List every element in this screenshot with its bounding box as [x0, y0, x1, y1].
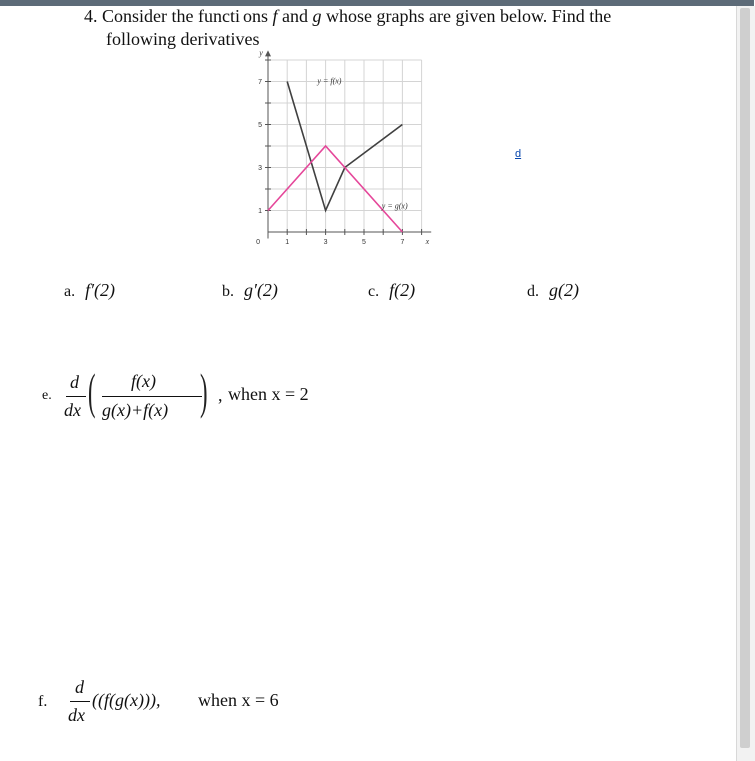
x-axis-label: x — [425, 237, 430, 246]
link-d[interactable]: d — [515, 148, 522, 160]
question-number: 4. — [84, 6, 98, 26]
part-e-rparen: ) — [200, 363, 208, 419]
part-e-dx: dx — [64, 400, 81, 420]
y-tick-label: 5 — [258, 122, 262, 129]
origin-label: 0 — [256, 239, 260, 246]
scrollbar-thumb[interactable] — [740, 8, 750, 748]
part-c-expr: f(2) — [389, 280, 416, 300]
part-f-label: f. — [38, 693, 48, 710]
part-d-label: d. — [527, 283, 539, 300]
part-a-expr: f′(2) — [85, 280, 116, 300]
part-e-d: d — [70, 372, 79, 392]
part-e-denominator: g(x)+f(x) — [102, 400, 169, 420]
x-tick-label: 1 — [285, 239, 290, 246]
part-a-label: a. — [64, 283, 76, 300]
y-tick-label: 7 — [258, 79, 262, 86]
part-c-label: c. — [368, 283, 380, 300]
question-and: and — [282, 6, 309, 26]
graph-figure — [238, 48, 538, 254]
series-label-f: y = f(x) — [317, 76, 342, 86]
part-f-when: when x = 6 — [198, 690, 279, 710]
part-d-expr: g(2) — [549, 280, 579, 300]
part-f-dbar — [70, 701, 90, 702]
part-e-when: when x = 2 — [228, 384, 309, 404]
part-e-comma: , — [218, 385, 223, 405]
part-b-expr: g′(2) — [244, 280, 278, 300]
part-f-dx: dx — [68, 705, 85, 725]
part-d — [527, 280, 579, 301]
part-e-fracbar — [102, 396, 202, 397]
part-e-numerator: f(x) — [131, 371, 156, 391]
vertical-scrollbar[interactable] — [736, 6, 755, 761]
question-line-1 — [84, 6, 611, 27]
question-text-pre: Consider the functi — [102, 6, 240, 26]
question-g: g — [312, 6, 322, 26]
part-e-dbar — [66, 396, 86, 397]
graph-labels — [256, 48, 429, 246]
part-e-label: e. — [42, 388, 52, 403]
y-tick-label: 1 — [258, 208, 262, 215]
part-b-label: b. — [222, 283, 234, 300]
part-f-expr: ((f(g(x))), — [92, 690, 161, 710]
x-tick-label: 3 — [323, 239, 328, 246]
question-f: f — [272, 6, 278, 26]
part-f-d: d — [75, 677, 84, 697]
y-tick-label: 3 — [258, 165, 262, 172]
series-label-g: y = g(x) — [381, 201, 408, 211]
part-a — [64, 280, 115, 301]
question-text-post: whose graphs are given below. Find the — [326, 6, 612, 26]
part-c — [368, 280, 415, 301]
x-tick-label: 5 — [362, 239, 366, 246]
y-axis-label: y — [259, 48, 263, 58]
question-text-ons: ons — [242, 6, 268, 26]
x-tick-label: 7 — [400, 239, 405, 246]
y-axis-arrow — [265, 50, 271, 56]
part-e-lparen: ( — [88, 363, 96, 419]
part-b — [222, 280, 278, 301]
question-line-2: following derivatives — [106, 29, 260, 49]
